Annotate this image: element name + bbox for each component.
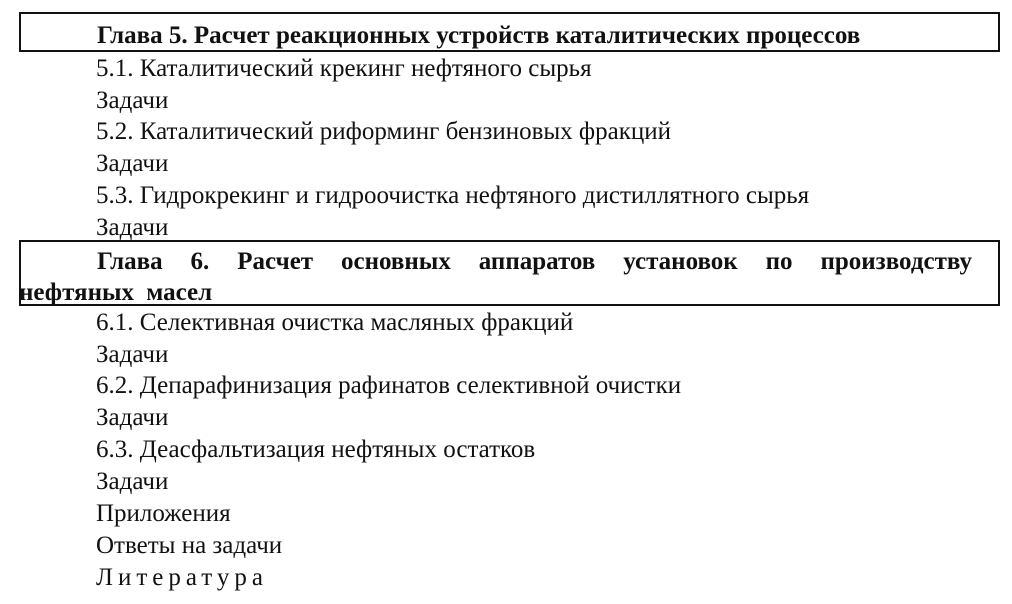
chapter-5-title: Глава 5. Расчет реакционных устройств каталитических процессов: [97, 22, 861, 49]
toc-entry-5-3-tasks: Задачи: [96, 214, 169, 241]
toc-entry-6-2: 6.2. Депарафинизация рафинатов селективной очистки: [96, 372, 682, 399]
chapter-6-heading-box: [19, 240, 1000, 306]
toc-entry-6-1: 6.1. Селективная очистка масляных фракций: [96, 309, 574, 336]
chapter-5-heading-box: [19, 12, 1000, 52]
toc-entry-5-3: 5.3. Гидрокрекинг и гидроочистка нефтяного дистиллятного сырья: [96, 182, 810, 209]
toc-entry-5-2-tasks: Задачи: [96, 150, 169, 177]
toc-entry-appendices: Приложения: [96, 500, 231, 527]
toc-entry-5-2: 5.2. Каталитический риформинг бензиновых фракций: [96, 118, 671, 145]
chapter-6-title: Глава 6. Расчет основных аппаратов установок по производству нефтяных масел: [19, 248, 972, 306]
toc-entry-6-3: 6.3. Деасфальтизация нефтяных остатков: [96, 436, 536, 463]
toc-entry-6-3-tasks: Задачи: [96, 468, 169, 495]
toc-entry-literature: Литература: [96, 564, 268, 591]
toc-entry-5-1-tasks: Задачи: [96, 87, 169, 114]
toc-entry-6-2-tasks: Задачи: [96, 404, 169, 431]
toc-entry-answers: Ответы на задачи: [96, 532, 283, 559]
toc-entry-6-1-tasks: Задачи: [96, 341, 169, 368]
toc-entry-5-1: 5.1. Каталитический крекинг нефтяного сырья: [96, 55, 592, 82]
